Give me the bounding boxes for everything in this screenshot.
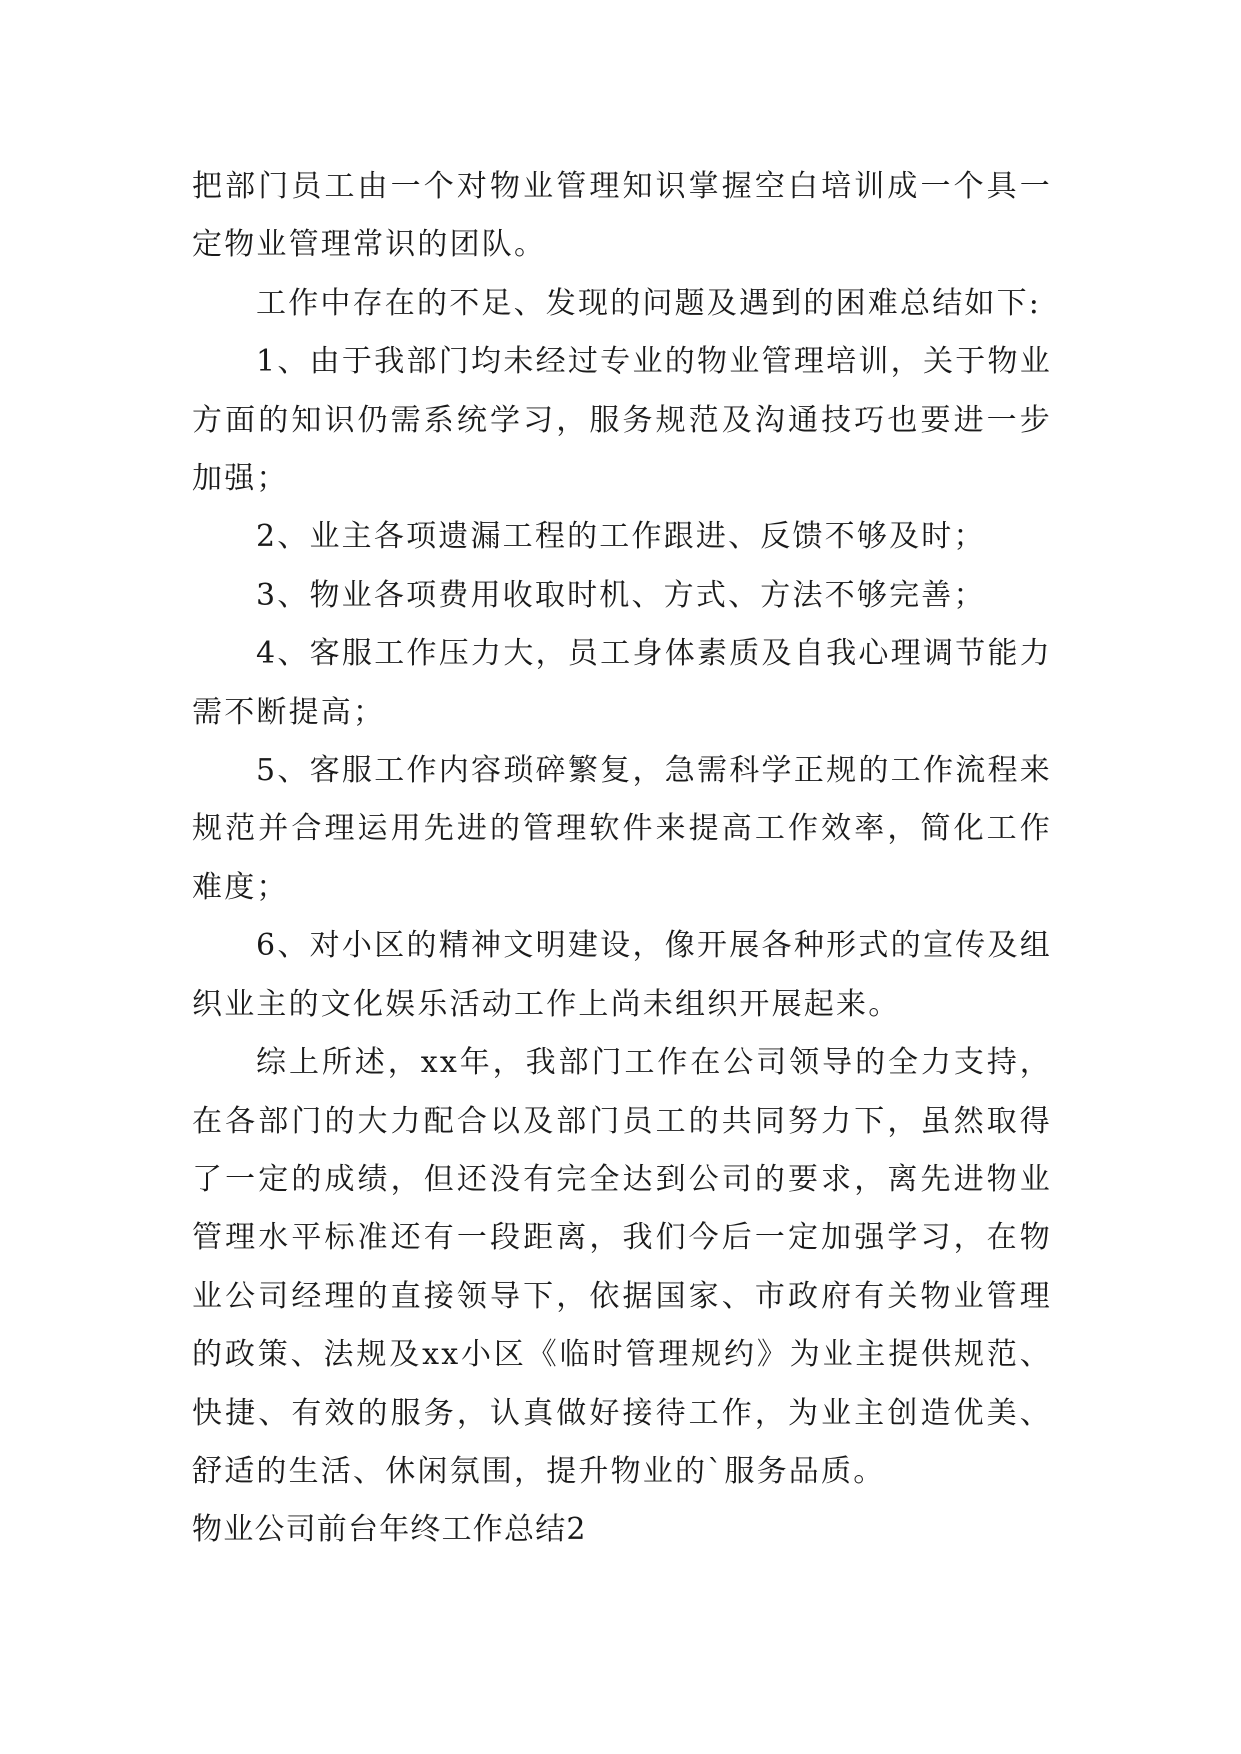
paragraph-item-5: 5、客服工作内容琐碎繁复，急需科学正规的工作流程来规范并合理运用先进的管理软件来提高工作效率，简化工作难度； (192, 753, 1052, 905)
paragraph-summary: 综上所述，xx年，我部门工作在公司领导的全力支持，在各部门的大力配合以及部门员工的共同努力下，虽然取得了一定的成绩，但还没有完全达到公司的要求，离先进物业管理水平标准还有一段距离，我们今后一定加强学习，在物业公司经理的直接领导下，依据国家、市政府有关物业管理的政策、法规及xx小区《临时管理规约》为业主提供规范、快捷、有效的服务，认真做好接待工作，为业主创造优美、舒适的生活、休闲氛围，提升物业的`服务品质。 (192, 1045, 1052, 1489)
paragraph-problems-intro: 工作中存在的不足、发现的问题及遇到的困难总结如下: (256, 285, 1042, 321)
section-heading: 物业公司前台年终工作总结2 (192, 1512, 587, 1548)
paragraph-item-4: 4、客服工作压力大，员工身体素质及自我心理调节能力需不断提高； (192, 636, 1052, 730)
paragraph-item-1: 1、由于我部门均未经过专业的物业管理培训，关于物业方面的知识仍需系统学习，服务规范及沟通技巧也要进一步加强； (192, 344, 1052, 497)
paragraph-item-6: 6、对小区的精神文明建设，像开展各种形式的宣传及组织业主的文化娱乐活动工作上尚未组织开展起来。 (192, 928, 1052, 1022)
paragraph-item-3: 3、物业各项费用收取时机、方式、方法不够完善； (256, 577, 986, 613)
paragraph-item-2: 2、业主各项遗漏工程的工作跟进、反馈不够及时； (256, 519, 986, 555)
paragraph-intro: 把部门员工由一个对物业管理知识掌握空白培训成一个具一定物业管理常识的团队。 (192, 169, 1052, 263)
document-body (192, 158, 1052, 1560)
